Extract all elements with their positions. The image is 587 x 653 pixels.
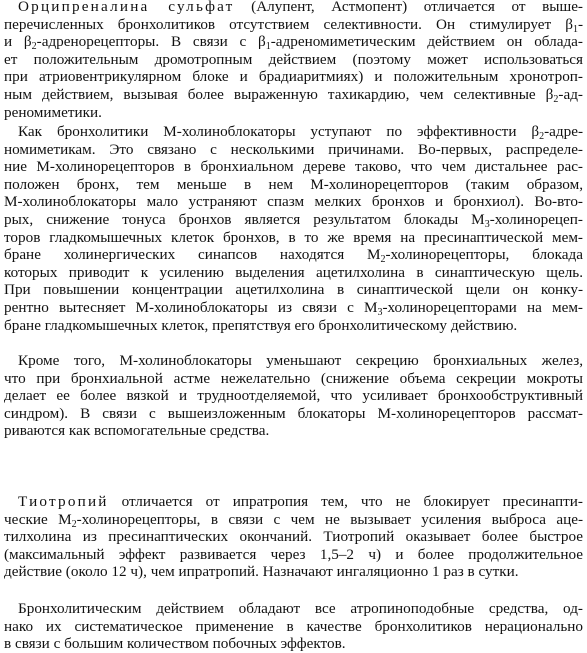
text-span: и β: [4, 33, 32, 51]
paragraph-tiotropium: [4, 493, 583, 581]
drug-name: Тиотропий: [18, 493, 109, 510]
drug-name: Орципреналина сульфат: [18, 0, 235, 15]
text-line: бране гладкомышечных клеток, препятствуя его бронхолитическому действию.: [4, 316, 518, 334]
subscript: 2: [31, 41, 37, 51]
paragraph-m-cholinoblockers: [4, 123, 583, 334]
text-line: [4, 299, 583, 317]
text-line: ние М-холинорецепторов в бронхиальном дереве таково, что чем дистальнее рас-: [4, 158, 583, 176]
text-span: -адреномиметическим действием он облада-: [270, 33, 583, 51]
text-line: [4, 511, 583, 529]
text-line: делает ее более вязкой и трудноотделяемой, что усиливает бронхообструктивный: [4, 387, 583, 405]
subscript: 1: [572, 23, 578, 34]
subscript: 3: [377, 306, 383, 317]
text-span: отличается от ипратропия тем, что не блокирует пресинапти-: [108, 493, 583, 510]
text-line: При повышении концентрации ацетилхолина в синаптической щели он конку-: [4, 281, 583, 299]
text-line: синдром). В связи с вышеизложенным блокаторы М-холинорецепторов рассмат-: [4, 404, 583, 422]
subscript: 2: [553, 93, 559, 104]
text-line: М-холиноблокаторы мало устраняют спазм мелких бронхов и бронхиол). Во-вто-: [4, 193, 583, 211]
paragraph-secretion: [4, 352, 583, 440]
text-span: (Алупент, Астмопент) отличается от выше-: [234, 0, 583, 15]
text-span: -холинорецепторы, в связи с чем не вызывает усиления выброса аце-: [76, 510, 583, 528]
text-line: тилхолина из пресинаптических окончаний. Тиотропий оказывает более быстрое: [4, 528, 583, 546]
subscript: 2: [380, 254, 386, 264]
text-line: [4, 246, 583, 264]
subscript: 2: [71, 518, 77, 529]
text-line: [4, 0, 583, 16]
paragraph-atropine-like: [4, 600, 583, 653]
text-line: в связи с большим количеством побочных эффектов.: [4, 635, 346, 653]
text-line: (максимальный эффект развивается через 1,5–2 ч) и более продолжительное: [4, 545, 583, 563]
text-span: бране холинергических синапсов находятся М: [4, 246, 381, 264]
text-line: [4, 493, 583, 511]
text-line: торов гладкомышечных клеток бронхов, в то же время на пресинаптической мем-: [4, 228, 583, 246]
text-span: -холинорецепторы, блокада: [385, 246, 583, 264]
text-line: [4, 86, 583, 104]
paragraph-orciprenaline: [4, 0, 583, 121]
text-span: перечисленных бронхолитиков отсутствием селективности. Он стимулирует β: [4, 15, 573, 33]
text-span: -холинорецепторами на мем-: [382, 298, 583, 316]
text-line: [4, 33, 583, 51]
text-span: рентно вытесняет М-холиноблокаторы из связи с М: [4, 298, 378, 316]
text-span: ным действием, вызывая более выраженную тахикардию, чем селективные β: [4, 85, 554, 103]
text-line: [4, 16, 583, 34]
text-line: ет положительным дромотропным действием (поэтому может использоваться: [4, 50, 583, 68]
text-line: нако их систематическое применение в качестве бронхолитиков нерационально: [4, 617, 583, 635]
text-span: рых, снижение тонуса бронхов является результатом блокады М: [4, 210, 485, 228]
subscript: 3: [484, 218, 490, 229]
text-span: Как бронхолитики М-холиноблокаторы уступают по эффективности β: [18, 123, 540, 140]
text-span: -адре-: [544, 123, 583, 140]
text-line: что при бронхиальной астме нежелательно (снижение объема секреции мокроты: [4, 369, 583, 387]
text-line: [4, 211, 583, 229]
subscript: 2: [539, 131, 545, 141]
text-span: -ад-: [558, 85, 583, 103]
text-line: [4, 123, 583, 141]
text-span: -холинорецеп-: [489, 210, 583, 228]
text-line: при атриовентрикулярном блоке и брадиаритмиях) и положительным хронотроп-: [4, 68, 583, 86]
text-span: -адренорецепторы. В связи с β: [36, 33, 266, 51]
text-line: Бронхолитическим действием обладают все атропиноподобные средства, од-: [18, 600, 583, 617]
text-line: которых приводит к усилению выделения ацетилхолина в синаптическую щель.: [4, 263, 583, 281]
text-span: -: [577, 15, 583, 33]
subscript: 1: [265, 41, 271, 51]
text-line: Кроме того, М-холиноблокаторы уменьшают секрецию бронхиальных желез,: [18, 352, 583, 369]
text-line: действие (около 12 ч), чем ипратропий. Назначают ингаляционно 1 раз в сутки.: [4, 563, 519, 581]
text-line: положен бронх, тем меньше в нем М-холинорецепторов (таким образом,: [4, 175, 583, 193]
text-line: риваются как вспомогательные средства.: [4, 422, 270, 440]
text-line: номиметикам. Это связано с несколькими причинами. Во-первых, распределе-: [4, 140, 583, 158]
text-line: реномиметики.: [4, 103, 102, 121]
text-span: ческие М: [4, 510, 72, 528]
